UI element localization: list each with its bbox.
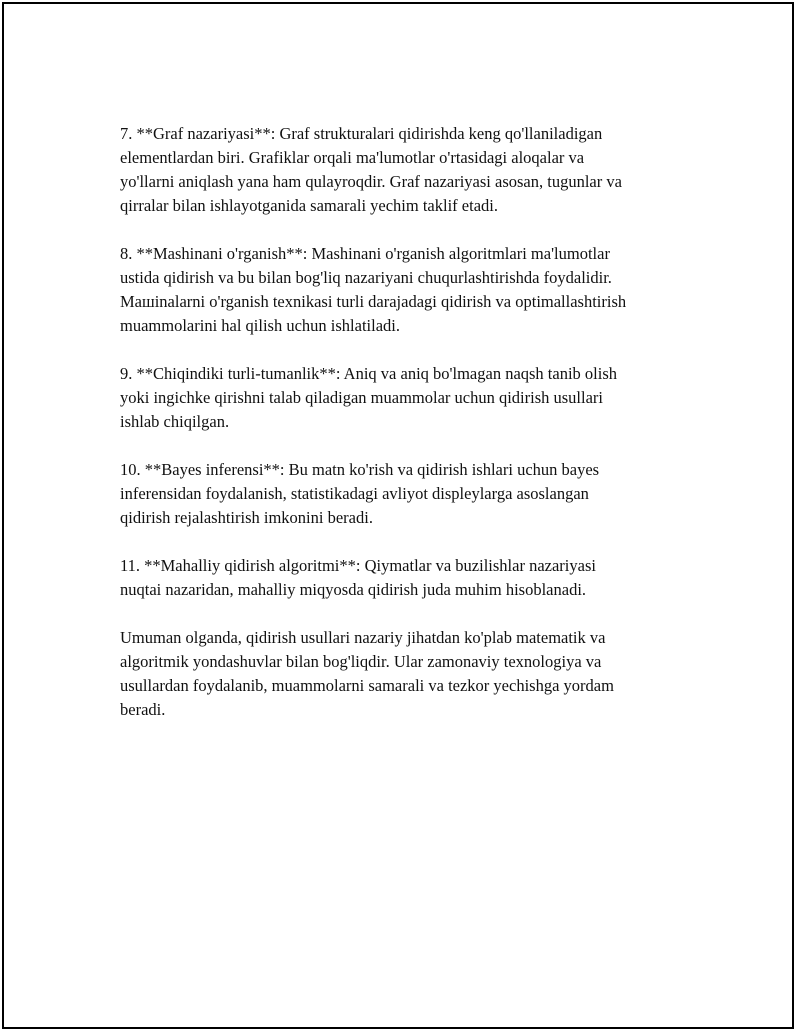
text-line: 9. **Chiqindiki turli-tumanlik**: Aniq va aniq bo'lmagan naqsh tanib olish <box>120 364 618 383</box>
text-line: nuqtai nazaridan, mahalliy miqyosda qidirish juda muhim hisoblanadi. <box>120 580 587 599</box>
document-body <box>120 122 690 746</box>
text-line: beradi. <box>120 700 166 719</box>
text-line: ustida qidirish va bu bilan bog'liq nazariyani chuqurlashtirishda foydalidir. <box>120 268 612 287</box>
text-line: 11. **Mahalliy qidirish algoritmi**: Qiymatlar va buzilishlar nazariyasi <box>120 556 596 575</box>
text-line: Mашinalarni o'rganish texnikasi turli darajadagi qidirish va optimallashtirish <box>120 292 627 311</box>
paragraph-graf-nazariyasi <box>120 122 690 218</box>
text-line: Umuman olganda, qidirish usullari nazariy jihatdan ko'plab matematik va <box>120 628 606 647</box>
text-line: muammolarini hal qilish uchun ishlatiladi. <box>120 316 401 335</box>
paragraph-chiqindiki-turli-tumanlik <box>120 362 690 434</box>
text-line: ishlab chiqilgan. <box>120 412 230 431</box>
text-line: inferensidan foydalanish, statistikadagi avliyot displeylarga asoslangan <box>120 484 589 503</box>
document-page <box>2 2 794 1029</box>
text-line: algoritmik yondashuvlar bilan bog'liqdir. Ular zamonaviy texnologiya va <box>120 652 602 671</box>
text-line: yoki ingichke qirishni talab qiladigan muammolar uchun qidirish usullari <box>120 388 603 407</box>
text-line: elementlardan biri. Grafiklar orqali ma'lumotlar o'rtasidagi aloqalar va <box>120 148 585 167</box>
text-line: qidirish rejalashtirish imkonini beradi. <box>120 508 373 527</box>
paragraph-umuman-olganda <box>120 626 690 722</box>
text-line: 10. **Bayes inferensi**: Bu matn ko'rish va qidirish ishlari uchun bayes <box>120 460 600 479</box>
text-line: yo'llarni aniqlash yana ham qulayroqdir. Graf nazariyasi asosan, tugunlar va <box>120 172 622 191</box>
text-line: usullardan foydalanib, muammolarni samarali va tezkor yechishga yordam <box>120 676 614 695</box>
text-line: 7. **Graf nazariyasi**: Graf strukturalari qidirishda keng qo'llaniladigan <box>120 124 603 143</box>
paragraph-mahalliy-qidirish <box>120 554 690 602</box>
text-line: qirralar bilan ishlayotganida samarali yechim taklif etadi. <box>120 196 498 215</box>
paragraph-mashinani-organish <box>120 242 690 338</box>
paragraph-bayes-inferensi <box>120 458 690 530</box>
text-line: 8. **Mashinani o'rganish**: Mashinani o'rganish algoritmlari ma'lumotlar <box>120 244 610 263</box>
